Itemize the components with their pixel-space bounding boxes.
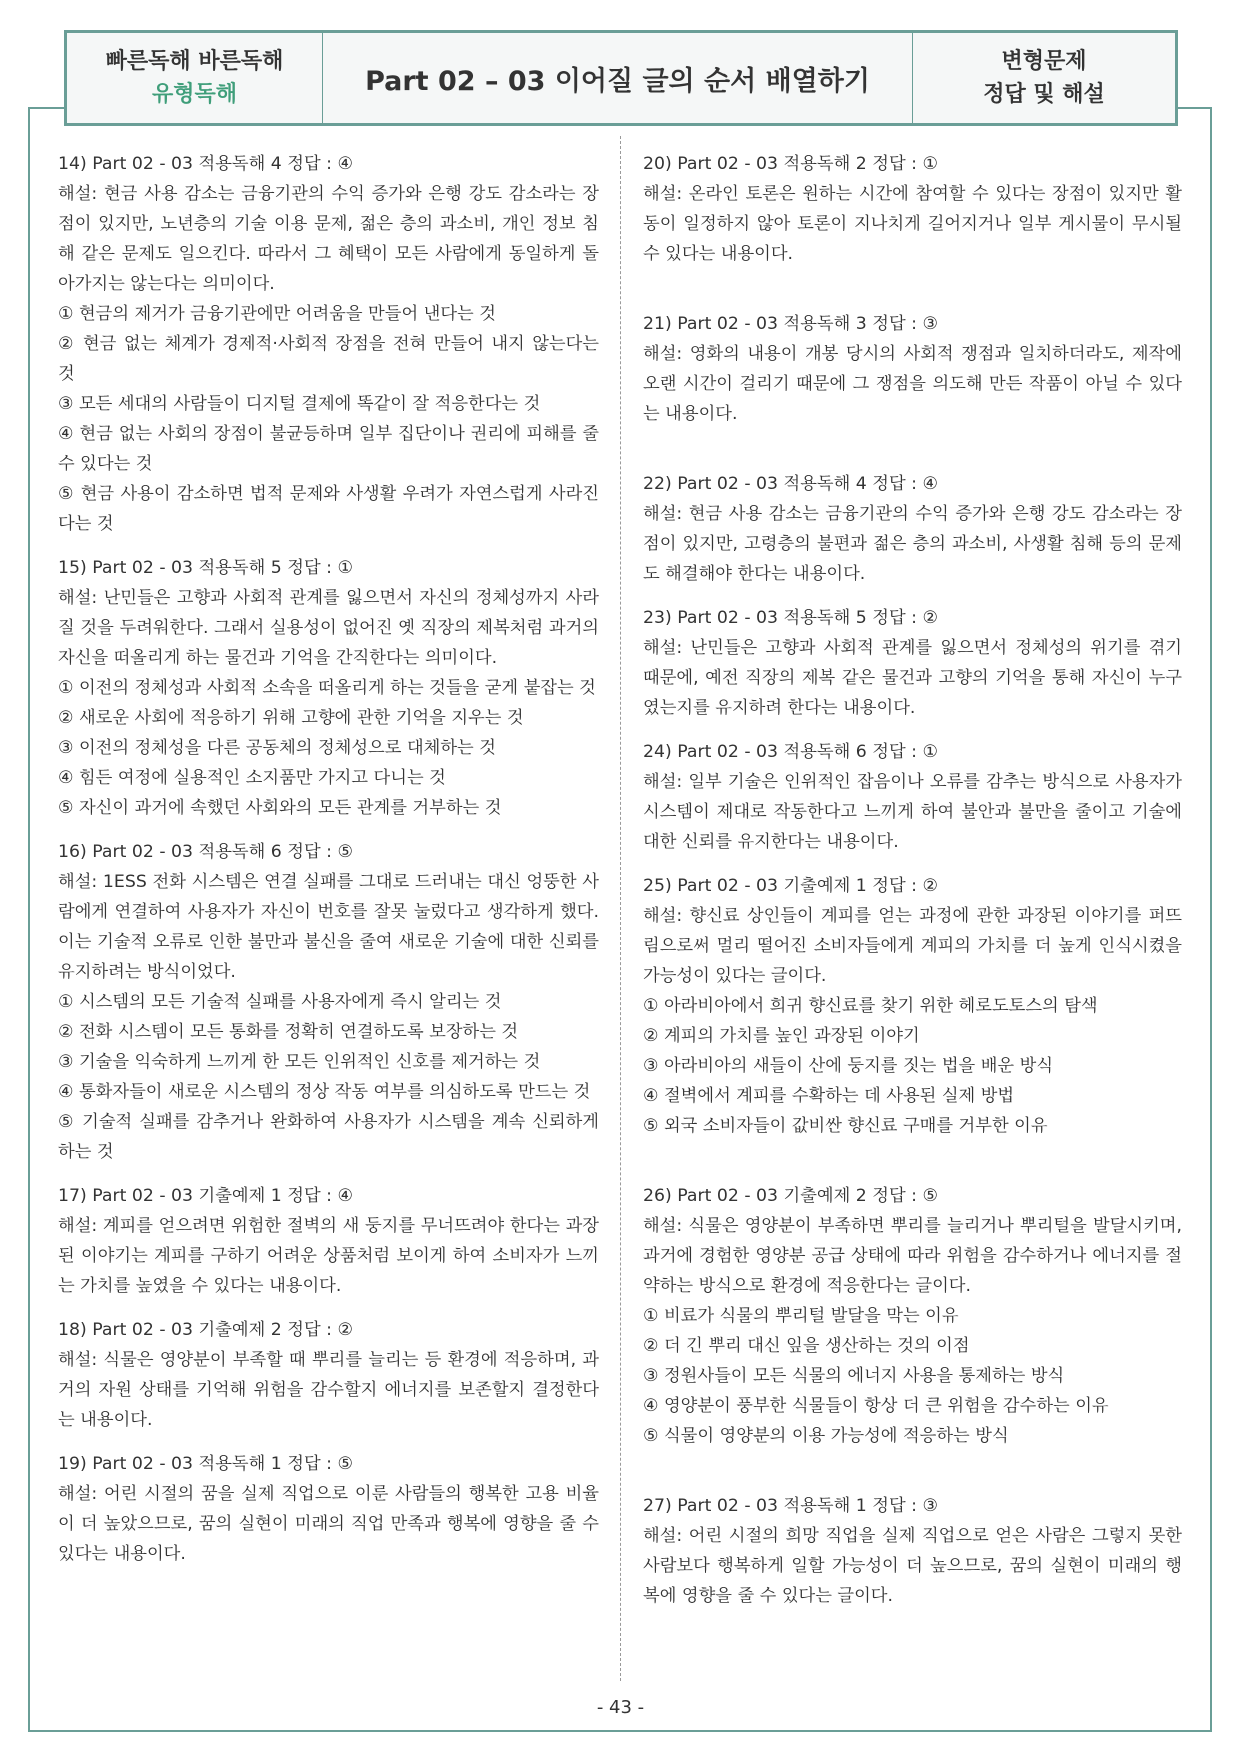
answer-explanation: 해설: 어린 시절의 희망 직업을 실제 직업으로 얻은 사람은 그렇지 못한 사람보다 행복하게 일할 가능성이 더 높으므로, 꿈의 실현이 미래의 행복에 영향을 줄 수 있다는 글이다. (643, 1526, 1182, 1606)
answer-item (643, 871, 1182, 1141)
answer-option: ③ 모든 세대의 사람들이 디지털 결제에 똑같이 잘 적응한다는 것 (58, 394, 541, 414)
answer-explanation: 해설: 난민들은 고향과 사회적 관계를 잃으면서 정체성의 위기를 겪기 때문에, 예전 직장의 제복 같은 물건과 고향의 기억을 통해 자신이 누구였는지를 유지하려 한다는 내용이다. (643, 638, 1182, 718)
answer-option: ② 전화 시스템이 모든 통화를 정확히 연결하도록 보장하는 것 (58, 1022, 519, 1042)
answer-item (643, 603, 1182, 723)
answer-option: ④ 영양분이 풍부한 식물들이 항상 더 큰 위험을 감수하는 이유 (643, 1396, 1109, 1416)
answer-heading: 14) Part 02 - 03 적용독해 4 정답 : ④ (58, 154, 353, 174)
answer-heading: 16) Part 02 - 03 적용독해 6 정답 : ⑤ (58, 842, 353, 862)
answer-item (58, 1449, 599, 1569)
answer-option: ③ 기술을 익숙하게 느끼게 한 모든 인위적인 신호를 제거하는 것 (58, 1052, 541, 1072)
answer-heading: 23) Part 02 - 03 적용독해 5 정답 : ② (643, 608, 938, 628)
answer-heading: 17) Part 02 - 03 기출예제 1 정답 : ④ (58, 1186, 353, 1206)
answer-option: ③ 이전의 정체성을 다른 공동체의 정체성으로 대체하는 것 (58, 738, 496, 758)
answer-explanation: 해설: 온라인 토론은 원하는 시간에 참여할 수 있다는 장점이 있지만 활동이 일정하지 않아 토론이 지나치게 길어지거나 일부 게시물이 무시될 수 있다는 내용이다. (643, 184, 1182, 264)
answer-explanation: 해설: 어린 시절의 꿈을 실제 직업으로 이룬 사람들의 행복한 고용 비율이 더 높았으므로, 꿈의 실현이 미래의 직업 만족과 행복에 영향을 줄 수 있다는 내용이다. (58, 1484, 599, 1564)
answer-explanation: 해설: 계피를 얻으려면 위험한 절벽의 새 둥지를 무너뜨려야 한다는 과장된 이야기는 계피를 구하기 어려운 상품처럼 보이게 하여 소비자가 느끼는 가치를 높였을 수 있다는 내용이다. (58, 1216, 599, 1296)
answer-item (643, 469, 1182, 589)
answer-option: ⑤ 현금 사용이 감소하면 법적 문제와 사생활 우려가 자연스럽게 사라진다는 것 (58, 484, 599, 534)
answer-option: ② 현금 없는 체계가 경제적·사회적 장점을 전혀 만들어 내지 않는다는 것 (58, 334, 599, 384)
answer-explanation: 해설: 향신료 상인들이 계피를 얻는 과정에 관한 과장된 이야기를 퍼뜨림으로써 멀리 떨어진 소비자들에게 계피의 가치를 더 높게 인식시켰을 가능성이 있다는 글이다. (643, 906, 1182, 986)
answer-item (58, 1315, 599, 1435)
left-column (58, 149, 599, 1569)
answer-heading: 19) Part 02 - 03 적용독해 1 정답 : ⑤ (58, 1454, 353, 1474)
answer-heading: 27) Part 02 - 03 적용독해 1 정답 : ③ (643, 1496, 938, 1516)
answer-option: ③ 아라비아의 새들이 산에 둥지를 짓는 법을 배운 방식 (643, 1056, 1054, 1076)
answer-item (58, 837, 599, 1167)
answer-explanation: 해설: 현금 사용 감소는 금융기관의 수익 증가와 은행 강도 감소라는 장점이 있지만, 고령층의 불편과 젊은 층의 과소비, 사생활 침해 등의 문제도 해결해야 한다는 내용이다. (643, 504, 1182, 584)
answer-item (58, 1181, 599, 1301)
answer-explanation: 해설: 난민들은 고향과 사회적 관계를 잃으면서 자신의 정체성까지 사라질 것을 두려워한다. 그래서 실용성이 없어진 옛 직장의 제복처럼 과거의 자신을 떠올리게 하는 물건과 기억을 간직한다는 의미이다. (58, 588, 599, 668)
answer-option: ② 새로운 사회에 적응하기 위해 고향에 관한 기억을 지우는 것 (58, 708, 524, 728)
answer-item (58, 553, 599, 823)
header-left-cell (67, 33, 323, 123)
answer-option: ⑤ 외국 소비자들이 값비싼 향신료 구매를 거부한 이유 (643, 1116, 1048, 1136)
answer-item (643, 1181, 1182, 1451)
answer-item (643, 309, 1182, 429)
column-divider (620, 136, 621, 1681)
right-column (643, 149, 1182, 1611)
answer-heading: 18) Part 02 - 03 기출예제 2 정답 : ② (58, 1320, 353, 1340)
answer-option: ① 비료가 식물의 뿌리털 발달을 막는 이유 (643, 1306, 959, 1326)
answer-option: ⑤ 자신이 과거에 속했던 사회와의 모든 관계를 거부하는 것 (58, 798, 502, 818)
answer-option: ④ 절벽에서 계피를 수확하는 데 사용된 실제 방법 (643, 1086, 1015, 1106)
answer-heading: 15) Part 02 - 03 적용독해 5 정답 : ① (58, 558, 353, 578)
section-subtype: 정답 및 해설 (983, 82, 1105, 107)
answer-option: ④ 통화자들이 새로운 시스템의 정상 작동 여부를 의심하도록 만드는 것 (58, 1082, 591, 1102)
page-number: - 43 - (596, 1697, 645, 1718)
answer-explanation: 해설: 영화의 내용이 개봉 당시의 사회적 쟁점과 일치하더라도, 제작에 오랜 시간이 걸리기 때문에 그 쟁점을 의도해 만든 작품이 아닐 수 있다는 내용이다. (643, 344, 1182, 424)
answer-explanation: 해설: 식물은 영양분이 부족할 때 뿌리를 늘리는 등 환경에 적응하며, 과거의 자원 상태를 기억해 위험을 감수할지 에너지를 보존할지 결정한다는 내용이다. (58, 1350, 599, 1430)
header-right-cell (913, 33, 1175, 123)
answer-explanation: 해설: 식물은 영양분이 부족하면 뿌리를 늘리거나 뿌리털을 발달시키며, 과거에 경험한 영양분 공급 상태에 따라 위험을 감수하거나 에너지를 절약하는 방식으로 환경에 적응한다는 글이다. (643, 1216, 1182, 1296)
answer-option: ⑤ 식물이 영양분의 이용 가능성에 적응하는 방식 (643, 1426, 1009, 1446)
answer-item (643, 149, 1182, 269)
answer-item (643, 737, 1182, 857)
answer-explanation: 해설: 현금 사용 감소는 금융기관의 수익 증가와 은행 강도 감소라는 장점이 있지만, 노년층의 기술 이용 문제, 젊은 층의 과소비, 개인 정보 침해 같은 문제도 일으킨다. 따라서 그 혜택이 모든 사람에게 동일하게 돌아가지는 않는다는 의미이다. (58, 184, 599, 294)
answer-heading: 26) Part 02 - 03 기출예제 2 정답 : ⑤ (643, 1186, 938, 1206)
answer-explanation: 해설: 일부 기술은 인위적인 잡음이나 오류를 감추는 방식으로 사용자가 시스템이 제대로 작동한다고 느끼게 하여 불안과 불만을 줄이고 기술에 대한 신뢰를 유지한다는 내용이다. (643, 772, 1182, 852)
answer-option: ④ 힘든 여정에 실용적인 소지품만 가지고 다니는 것 (58, 768, 446, 788)
section-type: 변형문제 (1001, 49, 1087, 74)
answer-heading: 20) Part 02 - 03 적용독해 2 정답 : ① (643, 154, 938, 174)
answer-option: ① 아라비아에서 희귀 향신료를 찾기 위한 헤로도토스의 탐색 (643, 996, 1098, 1016)
answer-heading: 21) Part 02 - 03 적용독해 3 정답 : ③ (643, 314, 938, 334)
answer-option: ② 계피의 가치를 높인 과장된 이야기 (643, 1026, 920, 1046)
answer-option: ⑤ 기술적 실패를 감추거나 완화하여 사용자가 시스템을 계속 신뢰하게 하는 것 (58, 1112, 599, 1162)
answer-item (58, 149, 599, 539)
answer-option: ① 이전의 정체성과 사회적 소속을 떠올리게 하는 것들을 굳게 붙잡는 것 (58, 678, 596, 698)
answer-explanation: 해설: 1ESS 전화 시스템은 연결 실패를 그대로 드러내는 대신 엉뚱한 사람에게 연결하여 사용자가 자신이 번호를 잘못 눌렀다고 생각하게 했다. 이는 기술적 오류로 인한 불만과 불신을 줄여 새로운 기술에 대한 신뢰를 유지하려는 방식이었다. (58, 872, 599, 982)
answer-option: ④ 현금 없는 사회의 장점이 불균등하며 일부 집단이나 권리에 피해를 줄 수 있다는 것 (58, 424, 599, 474)
series-subtitle: 유형독해 (151, 82, 237, 107)
answer-option: ① 현금의 제거가 금융기관에만 어려움을 만들어 낸다는 것 (58, 304, 496, 324)
answer-heading: 25) Part 02 - 03 기출예제 1 정답 : ② (643, 876, 938, 896)
page-header (64, 30, 1178, 126)
header-title-cell (323, 33, 913, 123)
answer-heading: 22) Part 02 - 03 적용독해 4 정답 : ④ (643, 474, 938, 494)
answer-item (643, 1491, 1182, 1611)
answer-heading: 24) Part 02 - 03 적용독해 6 정답 : ① (643, 742, 938, 762)
series-title: 빠른독해 바른독해 (105, 49, 284, 74)
answer-option: ② 더 긴 뿌리 대신 잎을 생산하는 것의 이점 (643, 1336, 970, 1356)
page-title: Part 02 – 03 이어질 글의 순서 배열하기 (365, 65, 870, 97)
answer-option: ① 시스템의 모든 기술적 실패를 사용자에게 즉시 알리는 것 (58, 992, 502, 1012)
answer-option: ③ 정원사들이 모든 식물의 에너지 사용을 통제하는 방식 (643, 1366, 1065, 1386)
